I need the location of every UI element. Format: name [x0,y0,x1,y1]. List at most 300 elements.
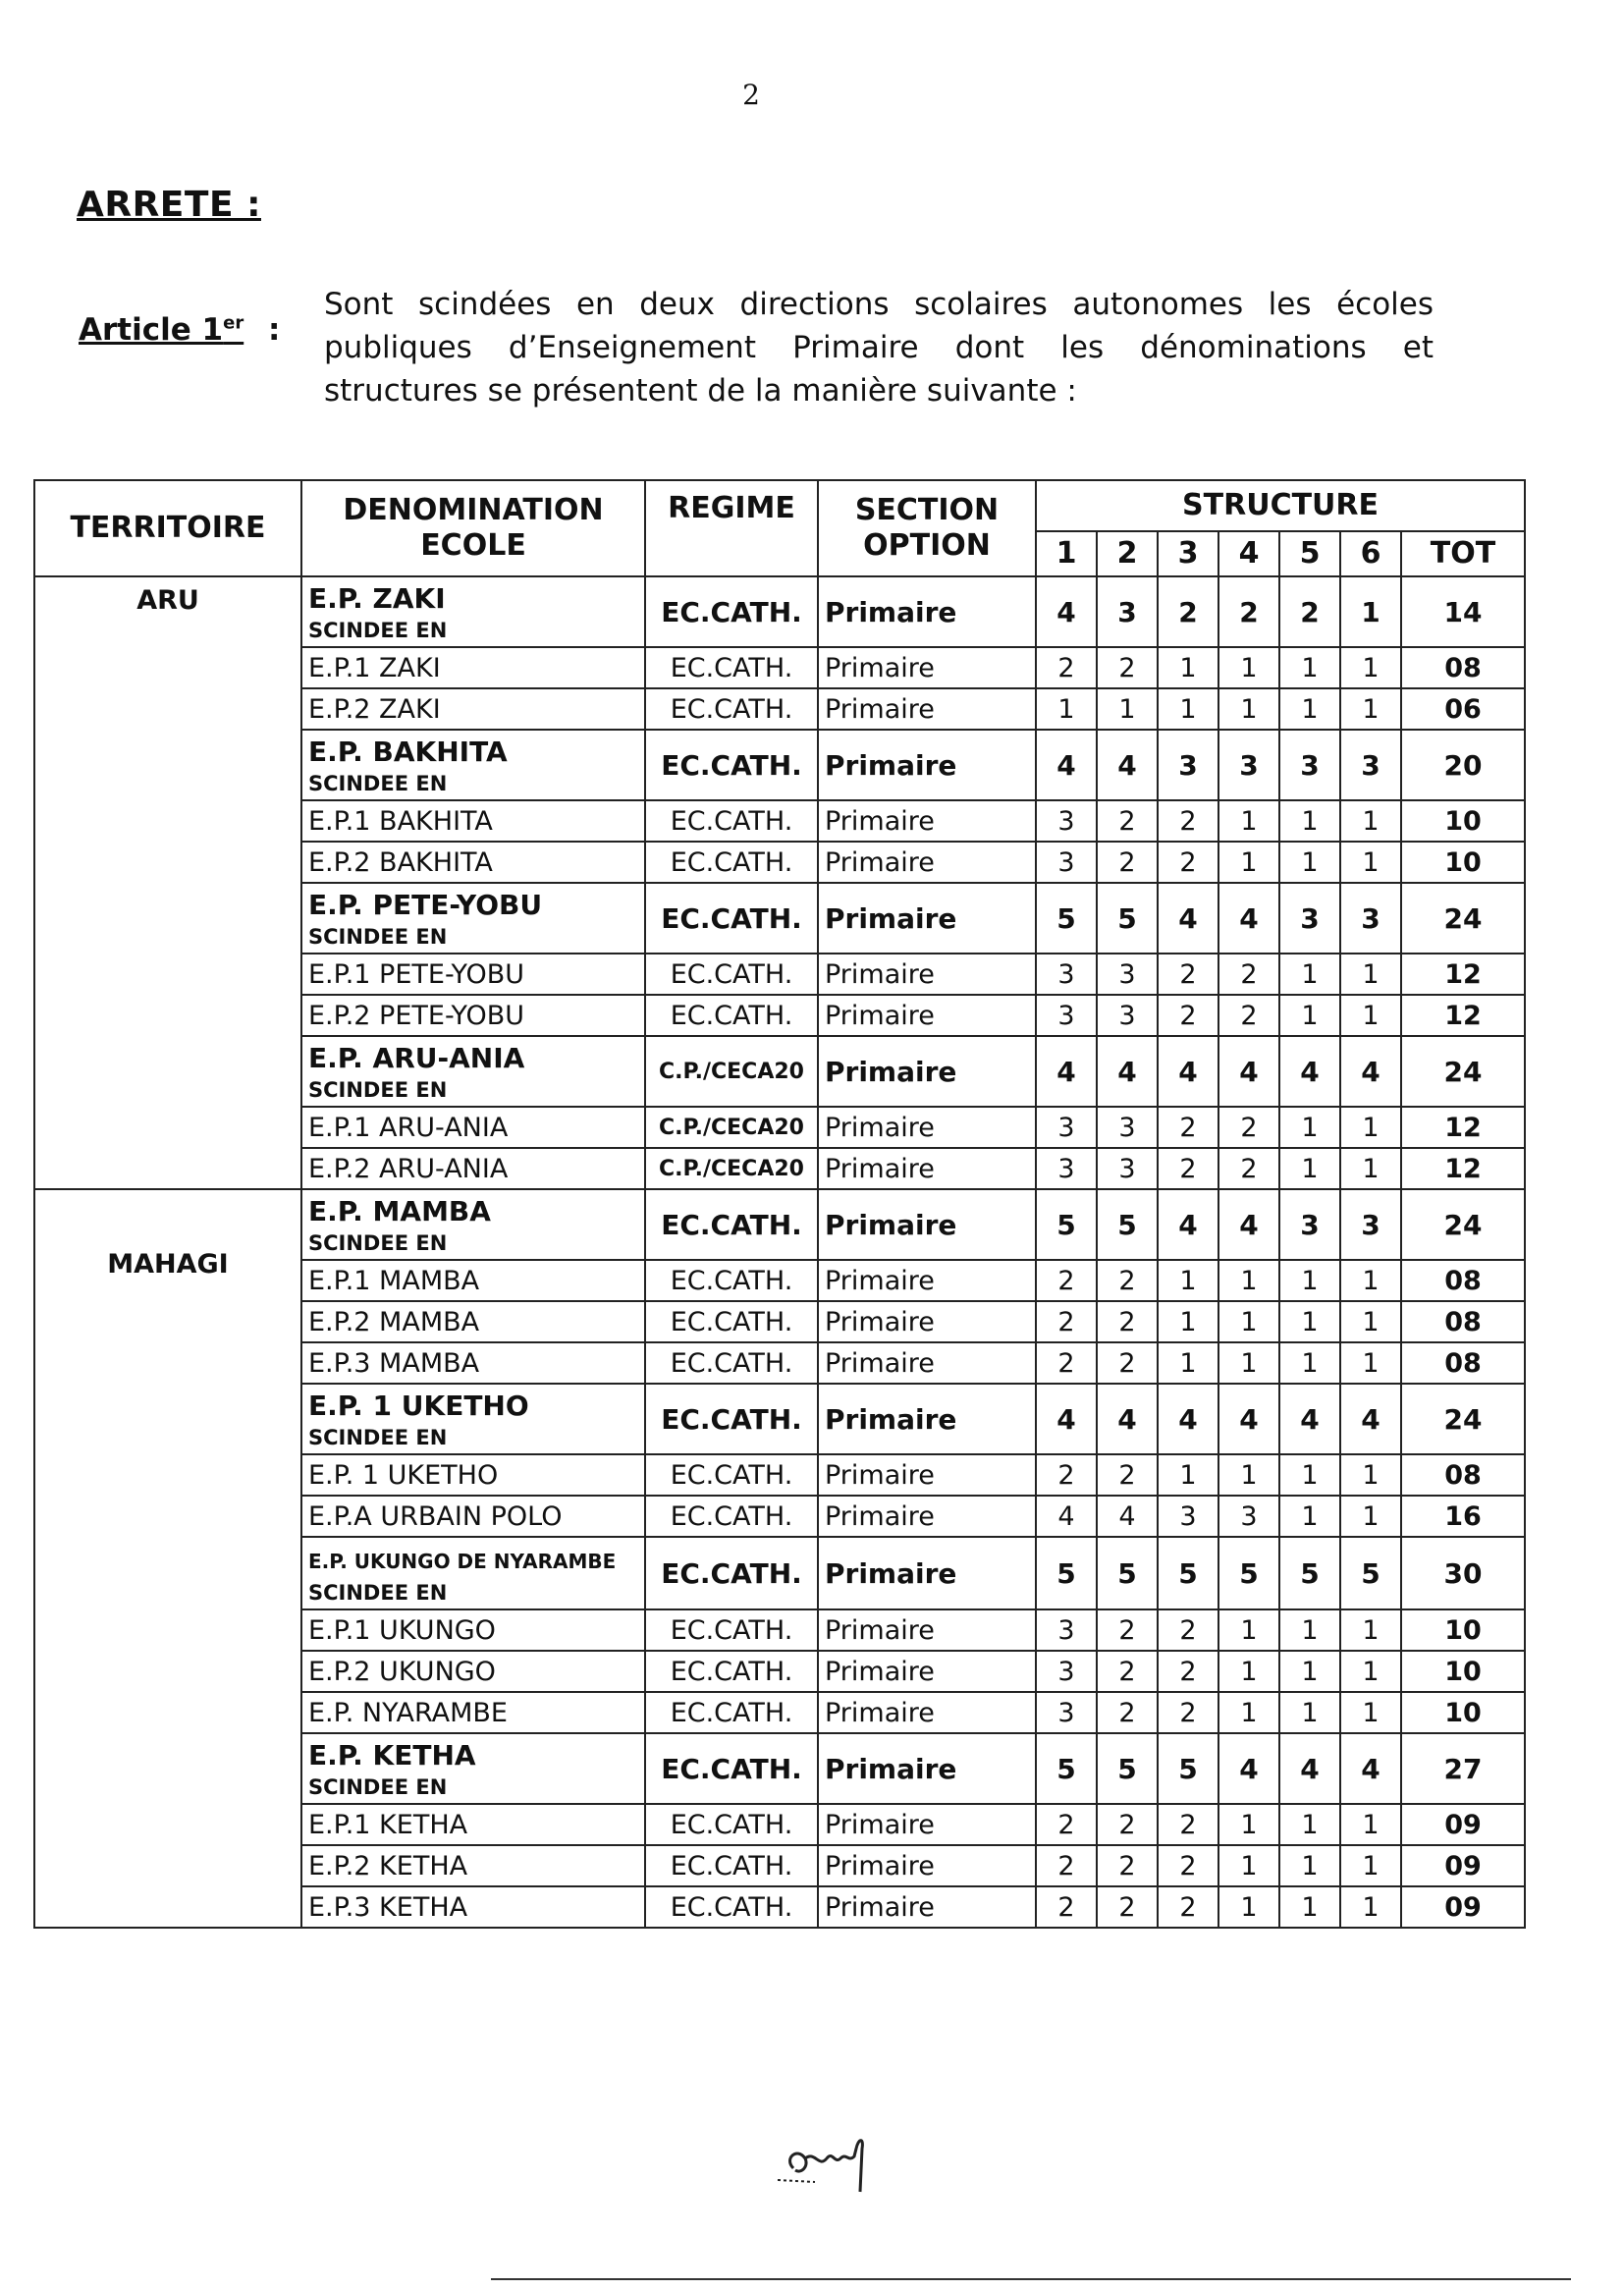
structure-cell: 3 [1097,1107,1158,1148]
structure-cell: 5 [1158,1733,1218,1804]
structure-cell: 2 [1158,1107,1218,1148]
scindee-label: SCINDEE EN [308,1775,448,1799]
denomination-cell: E.P.2 UKUNGO [308,1656,496,1687]
structure-cell: 1 [1340,1454,1401,1496]
section-cell: Primaire [818,1148,1036,1189]
regime-cell: EC.CATH. [645,995,818,1036]
denomination-cell: E.P.3 MAMBA [308,1347,480,1379]
structure-cell: 4 [1036,1036,1097,1107]
header-structure: STRUCTURE [1036,480,1525,531]
structure-cell: 2 [1158,1886,1218,1928]
structure-cell: 2 [1097,1454,1158,1496]
header-section: SECTION OPTION [818,480,1036,576]
regime-cell: EC.CATH. [645,954,818,995]
structure-cell: 1 [1218,1260,1279,1301]
structure-cell: 1 [1340,954,1401,995]
header-col-4: 4 [1218,531,1279,576]
article-label-sup: er [223,312,244,334]
denomination-cell: E.P.1 UKUNGO [308,1614,496,1646]
structure-cell: 3 [1036,1651,1097,1692]
regime-cell: C.P./CECA20 [645,1148,818,1189]
structure-cell: 1 [1097,688,1158,730]
regime-cell: EC.CATH. [645,1845,818,1886]
structure-cell: 4 [1036,576,1097,647]
denomination-cell: E.P. 1 UKETHO [308,1390,529,1422]
structure-cell: 2 [1158,1148,1218,1189]
structure-cell: 1 [1340,1845,1401,1886]
regime-cell: EC.CATH. [645,883,818,954]
regime-cell: EC.CATH. [645,730,818,800]
structure-cell: 2 [1218,1148,1279,1189]
section-cell: Primaire [818,1886,1036,1928]
structure-cell: 2 [1218,1107,1279,1148]
structure-cell: 3 [1036,1609,1097,1651]
section-cell: Primaire [818,954,1036,995]
structure-cell: 1 [1158,1260,1218,1301]
regime-cell: EC.CATH. [645,576,818,647]
structure-cell: 1 [1340,1342,1401,1384]
structure-cell: 1 [1158,1301,1218,1342]
total-cell: 24 [1401,1189,1525,1260]
total-cell: 12 [1401,1148,1525,1189]
structure-cell: 4 [1036,1496,1097,1537]
total-cell: 10 [1401,1692,1525,1733]
structure-cell: 1 [1340,1148,1401,1189]
structure-cell: 3 [1036,842,1097,883]
structure-cell: 3 [1036,800,1097,842]
page-number: 2 [742,79,760,111]
total-cell: 24 [1401,1036,1525,1107]
structure-cell: 3 [1340,730,1401,800]
structure-cell: 3 [1097,1148,1158,1189]
header-col-tot: TOT [1401,531,1525,576]
structure-cell: 3 [1279,730,1340,800]
structure-cell: 2 [1097,1886,1158,1928]
structure-cell: 4 [1279,1036,1340,1107]
structure-cell: 1 [1340,1609,1401,1651]
structure-cell: 2 [1097,1260,1158,1301]
structure-cell: 1 [1158,1454,1218,1496]
regime-cell: EC.CATH. [645,1804,818,1845]
regime-cell: C.P./CECA20 [645,1107,818,1148]
structure-cell: 4 [1097,730,1158,800]
structure-cell: 2 [1279,576,1340,647]
header-col-6: 6 [1340,531,1401,576]
denomination-cell: E.P. MAMBA [308,1195,491,1227]
structure-cell: 5 [1097,1733,1158,1804]
structure-cell: 1 [1279,1496,1340,1537]
structure-cell: 2 [1036,1454,1097,1496]
structure-cell: 1 [1218,1886,1279,1928]
structure-cell: 4 [1279,1384,1340,1454]
structure-cell: 2 [1036,647,1097,688]
scindee-label: SCINDEE EN [308,619,448,642]
structure-cell: 1 [1279,954,1340,995]
structure-cell: 4 [1158,1384,1218,1454]
scindee-label: SCINDEE EN [308,1581,448,1605]
regime-cell: EC.CATH. [645,1301,818,1342]
structure-cell: 4 [1340,1384,1401,1454]
structure-cell: 5 [1036,883,1097,954]
structure-cell: 3 [1036,995,1097,1036]
structure-cell: 3 [1279,1189,1340,1260]
structure-cell: 3 [1158,1496,1218,1537]
structure-cell: 2 [1097,800,1158,842]
structure-cell: 1 [1279,1609,1340,1651]
structure-cell: 1 [1340,576,1401,647]
structure-cell: 4 [1218,1384,1279,1454]
structure-cell: 5 [1097,883,1158,954]
structure-cell: 1 [1036,688,1097,730]
denomination-cell: E.P. BAKHITA [308,736,508,768]
structure-cell: 1 [1340,842,1401,883]
regime-cell: C.P./CECA20 [645,1036,818,1107]
section-cell: Primaire [818,730,1036,800]
structure-cell: 1 [1279,995,1340,1036]
total-cell: 09 [1401,1845,1525,1886]
header-regime: REGIME [645,480,818,576]
total-cell: 12 [1401,1107,1525,1148]
structure-cell: 1 [1340,1260,1401,1301]
structure-cell: 5 [1158,1537,1218,1609]
section-cell: Primaire [818,883,1036,954]
structure-cell: 5 [1036,1537,1097,1609]
article-number [79,312,244,348]
structure-cell: 3 [1036,1107,1097,1148]
structure-cell: 2 [1036,1845,1097,1886]
total-cell: 12 [1401,954,1525,995]
header-col-1: 1 [1036,531,1097,576]
section-cell: Primaire [818,1804,1036,1845]
structure-cell: 2 [1218,954,1279,995]
structure-cell: 1 [1279,1454,1340,1496]
bottom-rule [491,2278,1571,2280]
section-cell: Primaire [818,800,1036,842]
denomination-cell: E.P.1 KETHA [308,1809,468,1840]
structure-cell: 3 [1218,1496,1279,1537]
structure-cell: 3 [1097,576,1158,647]
structure-cell: 2 [1158,800,1218,842]
regime-cell: EC.CATH. [645,1189,818,1260]
structure-cell: 2 [1036,1260,1097,1301]
section-cell: Primaire [818,688,1036,730]
section-cell: Primaire [818,1036,1036,1107]
structure-cell: 1 [1218,1845,1279,1886]
regime-cell: EC.CATH. [645,1496,818,1537]
scindee-label: SCINDEE EN [308,1078,448,1102]
structure-cell: 1 [1340,688,1401,730]
structure-cell: 2 [1158,1845,1218,1886]
denomination-cell: E.P. PETE-YOBU [308,889,543,921]
structure-cell: 1 [1340,1107,1401,1148]
structure-cell: 1 [1340,1886,1401,1928]
denomination-cell: E.P.3 KETHA [308,1891,468,1923]
structure-cell: 5 [1097,1189,1158,1260]
total-cell: 08 [1401,647,1525,688]
denomination-cell: E.P. NYARAMBE [308,1697,508,1728]
school-row [34,1189,1525,1260]
structure-cell: 3 [1279,883,1340,954]
structure-cell: 1 [1340,800,1401,842]
header-col-2: 2 [1097,531,1158,576]
section-cell: Primaire [818,1384,1036,1454]
article-label [79,312,280,348]
section-cell: Primaire [818,1845,1036,1886]
structure-cell: 1 [1218,1609,1279,1651]
denomination-cell: E.P.2 PETE-YOBU [308,1000,525,1031]
structure-cell: 4 [1218,1733,1279,1804]
structure-cell: 1 [1279,842,1340,883]
section-cell: Primaire [818,1342,1036,1384]
structure-cell: 2 [1036,1301,1097,1342]
regime-cell: EC.CATH. [645,647,818,688]
structure-cell: 1 [1218,1301,1279,1342]
denomination-cell: E.P. KETHA [308,1739,476,1772]
scindee-label: SCINDEE EN [308,1426,448,1449]
structure-cell: 1 [1340,647,1401,688]
section-cell: Primaire [818,576,1036,647]
total-cell: 08 [1401,1342,1525,1384]
structure-cell: 2 [1158,954,1218,995]
total-cell: 27 [1401,1733,1525,1804]
section-cell: Primaire [818,1107,1036,1148]
denomination-cell: E.P. 1 UKETHO [308,1459,499,1491]
structure-cell: 1 [1279,1148,1340,1189]
structure-cell: 3 [1097,954,1158,995]
structure-cell: 4 [1279,1733,1340,1804]
regime-cell: EC.CATH. [645,1342,818,1384]
denomination-cell: E.P.1 BAKHITA [308,805,493,837]
structure-cell: 5 [1097,1537,1158,1609]
structure-cell: 1 [1340,1496,1401,1537]
structure-cell: 4 [1097,1036,1158,1107]
denomination-cell: E.P.2 KETHA [308,1850,468,1881]
total-cell: 10 [1401,800,1525,842]
structure-cell: 1 [1279,1107,1340,1148]
total-cell: 16 [1401,1496,1525,1537]
structure-cell: 1 [1279,1260,1340,1301]
structure-cell: 1 [1218,688,1279,730]
structure-cell: 4 [1158,883,1218,954]
total-cell: 24 [1401,1384,1525,1454]
section-cell: Primaire [818,1733,1036,1804]
structure-cell: 2 [1036,1886,1097,1928]
denomination-cell: E.P.2 BAKHITA [308,846,493,878]
structure-cell: 2 [1158,1609,1218,1651]
regime-cell: EC.CATH. [645,688,818,730]
article-text: Sont scindées en deux directions scolaires autonomes les écoles publiques d’Enseignement Primaire dont les dénominations et structures se présentent de la manière suivante : [324,287,1434,409]
structure-cell: 4 [1036,730,1097,800]
structure-cell: 4 [1340,1733,1401,1804]
section-cell: Primaire [818,1537,1036,1609]
structure-cell: 1 [1218,1651,1279,1692]
structure-cell: 4 [1218,883,1279,954]
section-cell: Primaire [818,1496,1036,1537]
total-cell: 20 [1401,730,1525,800]
section-cell: Primaire [818,1454,1036,1496]
structure-cell: 4 [1036,1384,1097,1454]
denomination-cell: E.P.2 ZAKI [308,693,441,725]
structure-cell: 2 [1158,576,1218,647]
regime-cell: EC.CATH. [645,1886,818,1928]
structure-cell: 1 [1340,1651,1401,1692]
structure-cell: 1 [1279,1845,1340,1886]
structure-cell: 4 [1218,1189,1279,1260]
structure-cell: 5 [1340,1537,1401,1609]
structure-cell: 1 [1218,1692,1279,1733]
structure-cell: 2 [1158,1804,1218,1845]
section-cell: Primaire [818,995,1036,1036]
structure-cell: 3 [1036,954,1097,995]
regime-cell: EC.CATH. [645,1260,818,1301]
section-cell: Primaire [818,1692,1036,1733]
section-cell: Primaire [818,1651,1036,1692]
structure-cell: 1 [1279,1651,1340,1692]
denomination-cell: E.P.1 ZAKI [308,652,441,683]
school-row [34,576,1525,647]
structure-cell: 2 [1158,1692,1218,1733]
regime-cell: EC.CATH. [645,842,818,883]
schools-table [33,479,1526,1929]
structure-cell: 1 [1279,647,1340,688]
structure-cell: 5 [1036,1733,1097,1804]
scindee-label: SCINDEE EN [308,925,448,949]
structure-cell: 2 [1158,1651,1218,1692]
territoire-cell: MAHAGI [107,1249,229,1280]
structure-cell: 3 [1097,995,1158,1036]
structure-cell: 4 [1097,1384,1158,1454]
structure-cell: 2 [1158,995,1218,1036]
structure-cell: 3 [1036,1692,1097,1733]
denomination-cell: E.P.2 ARU-ANIA [308,1153,509,1184]
structure-cell: 1 [1279,1804,1340,1845]
total-cell: 09 [1401,1886,1525,1928]
article-colon: : [268,312,281,348]
structure-cell: 1 [1158,1342,1218,1384]
structure-cell: 1 [1340,995,1401,1036]
denomination-cell: E.P.2 MAMBA [308,1306,480,1337]
structure-cell: 4 [1340,1036,1401,1107]
signature [776,2129,893,2198]
regime-cell: EC.CATH. [645,1733,818,1804]
structure-cell: 1 [1279,688,1340,730]
structure-cell: 1 [1218,1454,1279,1496]
structure-cell: 2 [1097,842,1158,883]
total-cell: 14 [1401,576,1525,647]
total-cell: 12 [1401,995,1525,1036]
structure-cell: 1 [1340,1301,1401,1342]
total-cell: 08 [1401,1301,1525,1342]
territoire-cell: ARU [136,585,199,616]
section-cell: Primaire [818,1609,1036,1651]
structure-cell: 1 [1279,1692,1340,1733]
structure-cell: 4 [1218,1036,1279,1107]
section-cell: Primaire [818,1189,1036,1260]
structure-cell: 5 [1036,1189,1097,1260]
denomination-cell: E.P.1 MAMBA [308,1265,480,1296]
section-cell: Primaire [818,1260,1036,1301]
structure-cell: 1 [1340,1804,1401,1845]
structure-cell: 1 [1279,1342,1340,1384]
structure-cell: 2 [1097,1342,1158,1384]
denomination-cell: E.P. UKUNGO DE NYARAMBE [308,1550,617,1573]
structure-cell: 1 [1158,688,1218,730]
regime-cell: EC.CATH. [645,1609,818,1651]
structure-cell: 1 [1218,647,1279,688]
structure-cell: 1 [1279,800,1340,842]
structure-cell: 2 [1097,1609,1158,1651]
structure-cell: 2 [1218,576,1279,647]
header-col-3: 3 [1158,531,1218,576]
structure-cell: 5 [1218,1537,1279,1609]
denomination-cell: E.P. ZAKI [308,582,446,615]
structure-cell: 2 [1097,1651,1158,1692]
structure-cell: 3 [1036,1148,1097,1189]
total-cell: 08 [1401,1454,1525,1496]
structure-cell: 1 [1218,800,1279,842]
scindee-label: SCINDEE EN [308,1231,448,1255]
total-cell: 10 [1401,1609,1525,1651]
denomination-cell: E.P.1 PETE-YOBU [308,958,525,990]
structure-cell: 1 [1279,1301,1340,1342]
structure-cell: 4 [1097,1496,1158,1537]
structure-cell: 2 [1097,647,1158,688]
total-cell: 08 [1401,1260,1525,1301]
structure-cell: 2 [1036,1342,1097,1384]
denomination-cell: E.P.1 ARU-ANIA [308,1112,509,1143]
total-cell: 10 [1401,842,1525,883]
total-cell: 30 [1401,1537,1525,1609]
structure-cell: 3 [1158,730,1218,800]
regime-cell: EC.CATH. [645,800,818,842]
denomination-cell: E.P.A URBAIN POLO [308,1500,563,1532]
structure-cell: 2 [1218,995,1279,1036]
structure-cell: 2 [1097,1692,1158,1733]
structure-cell: 4 [1158,1036,1218,1107]
structure-cell: 4 [1158,1189,1218,1260]
header-territoire: TERRITOIRE [34,480,301,576]
total-cell: 09 [1401,1804,1525,1845]
structure-cell: 1 [1279,1886,1340,1928]
section-cell: Primaire [818,842,1036,883]
header-col-5: 5 [1279,531,1340,576]
total-cell: 10 [1401,1651,1525,1692]
arrete-heading: ARRETE : [77,185,261,225]
denomination-cell: E.P. ARU-ANIA [308,1042,525,1074]
section-cell: Primaire [818,1301,1036,1342]
structure-cell: 3 [1340,883,1401,954]
regime-cell: EC.CATH. [645,1537,818,1609]
regime-cell: EC.CATH. [645,1454,818,1496]
structure-cell: 2 [1097,1845,1158,1886]
structure-cell: 1 [1158,647,1218,688]
structure-cell: 1 [1218,1342,1279,1384]
structure-cell: 5 [1279,1537,1340,1609]
structure-cell: 1 [1218,1804,1279,1845]
structure-cell: 3 [1340,1189,1401,1260]
regime-cell: EC.CATH. [645,1384,818,1454]
total-cell: 24 [1401,883,1525,954]
structure-cell: 2 [1036,1804,1097,1845]
structure-cell: 1 [1218,842,1279,883]
scindee-label: SCINDEE EN [308,772,448,795]
article-label-text: Article 1 [79,312,224,348]
structure-cell: 2 [1097,1301,1158,1342]
regime-cell: EC.CATH. [645,1692,818,1733]
regime-cell: EC.CATH. [645,1651,818,1692]
header-denomination: DENOMINATION ECOLE [301,480,645,576]
structure-cell: 3 [1218,730,1279,800]
